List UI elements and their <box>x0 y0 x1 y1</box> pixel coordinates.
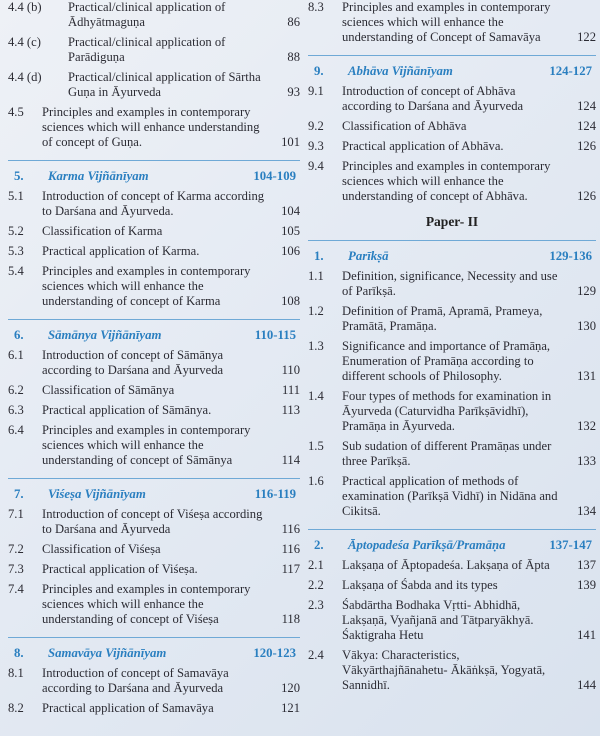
entry-text: Introduction of concept of Samavāya according to Darśana and Āyurveda <box>42 666 229 695</box>
toc-entry <box>308 84 596 114</box>
toc-entry <box>308 269 596 299</box>
toc-entry <box>308 0 596 45</box>
toc-entry <box>8 423 300 468</box>
entry-page-number: 113 <box>281 403 300 417</box>
entry-text: Sub sudation of different Pramāṇas under three Parīkṣā. <box>342 439 552 468</box>
section-page-range: 129-136 <box>549 249 592 263</box>
entry-text: Introduction of concept of Karma according to Darśana and Āyurveda. <box>42 189 265 218</box>
toc-entry <box>308 159 596 204</box>
toc-entry <box>308 339 596 384</box>
entry-number: 5.3 <box>8 244 24 258</box>
entry-number: 2.2 <box>308 578 324 592</box>
entry-text: Practical application of methods of examination (Parīkṣā Vidhī) in Nidāna and Cikitsā. <box>342 474 558 518</box>
toc-entry <box>8 701 300 716</box>
toc-entry <box>308 439 596 469</box>
entry-text: Principles and examples in contemporary sciences which will enhance the understanding of concept of Abhāva. <box>342 159 551 203</box>
toc-entry <box>308 598 596 643</box>
entry-number: 7.1 <box>8 507 24 521</box>
section-page-range: 116-119 <box>254 487 296 501</box>
entry-page-number: 111 <box>282 383 300 397</box>
entry-text: Principles and examples in contemporary sciences which will enhance the understanding of concept of Karma <box>42 264 251 308</box>
entry-text: Practical application of Viśeṣa. <box>42 562 198 576</box>
entry-page-number: 118 <box>281 612 300 626</box>
entry-number: 2.4 <box>308 648 324 662</box>
entry-number: 6.1 <box>8 348 24 362</box>
section-heading <box>308 240 596 265</box>
toc-entry <box>8 666 300 696</box>
section-heading <box>8 478 300 503</box>
section-number: 6. <box>14 328 24 342</box>
entry-page-number: 144 <box>577 678 596 692</box>
entry-number: 4.4 (c) <box>8 35 41 49</box>
section-title: Karma Vijñānīyam <box>48 169 149 183</box>
entry-page-number: 116 <box>281 542 300 556</box>
entry-number: 9.4 <box>308 159 324 173</box>
entry-text: Practical application of Samavāya <box>42 701 214 715</box>
entry-number: 2.3 <box>308 598 324 612</box>
section-title: Sāmānya Vijñānīyam <box>48 328 162 342</box>
toc-entry <box>8 403 300 418</box>
entry-page-number: 117 <box>281 562 300 576</box>
section-title: Viśeṣa Vijñānīyam <box>48 487 146 501</box>
section-number: 9. <box>314 64 324 78</box>
toc-entry <box>308 119 596 134</box>
entry-page-number: 116 <box>281 522 300 536</box>
entry-text: Principles and examples in contemporary sciences which will enhance the understanding of concept of Viśeṣa <box>42 582 251 626</box>
entry-number: 5.1 <box>8 189 24 203</box>
entry-number: 5.2 <box>8 224 24 238</box>
entry-number: 1.4 <box>308 389 324 403</box>
entry-page-number: 131 <box>577 369 596 383</box>
entry-page-number: 120 <box>281 681 300 695</box>
toc-entry <box>8 383 300 398</box>
section-page-range: 110-115 <box>254 328 296 342</box>
entry-page-number: 101 <box>281 135 300 149</box>
entry-page-number: 141 <box>577 628 596 642</box>
entry-number: 1.3 <box>308 339 324 353</box>
paper-heading: Paper- II <box>425 214 479 229</box>
entry-number: 6.2 <box>8 383 24 397</box>
section-heading <box>8 637 300 662</box>
toc-entry <box>308 558 596 573</box>
section-number: 8. <box>14 646 24 660</box>
entry-page-number: 130 <box>577 319 596 333</box>
entry-text: Introduction of concept of Abhāva according to Darśana and Āyurveda <box>342 84 524 113</box>
entry-page-number: 139 <box>577 578 596 592</box>
entry-number: 5.4 <box>8 264 24 278</box>
entry-text: Classification of Karma <box>42 224 163 238</box>
toc-entry <box>8 70 300 100</box>
section-number: 2. <box>314 538 324 552</box>
section-page-range: 124-127 <box>549 64 592 78</box>
entry-page-number: 88 <box>287 50 300 64</box>
entry-text: Significance and importance of Pramāṇa, Enumeration of Pramāṇa according to different schools of Philosophy. <box>342 339 551 383</box>
entry-page-number: 126 <box>577 139 596 153</box>
entry-text: Classification of Abhāva <box>342 119 467 133</box>
toc-entry <box>8 582 300 627</box>
toc-entry <box>308 304 596 334</box>
entry-number: 9.1 <box>308 84 324 98</box>
entry-page-number: 121 <box>281 701 300 715</box>
right-column <box>308 0 596 698</box>
entry-text: Introduction of concept of Sāmānya according to Darśana and Āyurveda <box>42 348 224 377</box>
entry-text: Lakṣaṇa of Śabda and its types <box>342 578 498 592</box>
entry-text: Classification of Viśeṣa <box>42 542 161 556</box>
entry-page-number: 104 <box>281 204 300 218</box>
entry-page-number: 124 <box>577 119 596 133</box>
entry-sub-letter: (d) <box>26 70 42 84</box>
entry-number: 8.3 <box>308 0 324 14</box>
entry-text: Practical/clinical application of Sārtha Guṇa in Āyurveda <box>68 70 261 99</box>
entry-text: Vākya: Characteristics, Vākyārthajñānahetu- Ākāṅkṣā, Yogyatā, Sannidhī. <box>342 648 546 692</box>
entry-text: Principles and examples in contemporary sciences which will enhance understanding of concept of Guṇa. <box>42 105 260 149</box>
entry-number: 1.5 <box>308 439 324 453</box>
entry-text: Practical application of Abhāva. <box>342 139 504 153</box>
entry-number: 4.4 (d) <box>8 70 42 84</box>
entry-page-number: 137 <box>577 558 596 572</box>
entry-page-number: 133 <box>577 454 596 468</box>
entry-text: Definition of Pramā, Apramā, Prameya, Pramātā, Pramāṇa. <box>342 304 543 333</box>
entry-page-number: 105 <box>281 224 300 238</box>
entry-number: 1.1 <box>308 269 324 283</box>
toc-entry <box>308 474 596 519</box>
toc-entry <box>308 139 596 154</box>
entry-number: 2.1 <box>308 558 324 572</box>
entry-number: 4.4 (b) <box>8 0 42 14</box>
section-number: 5. <box>14 169 24 183</box>
entry-text: Practical application of Karma. <box>42 244 200 258</box>
entry-sub-letter: (b) <box>26 0 42 14</box>
entry-number: 7.3 <box>8 562 24 576</box>
entry-text: Introduction of concept of Viśeṣa according to Darśana and Āyurveda <box>42 507 263 536</box>
toc-entry <box>8 224 300 239</box>
section-title: Abhāva Vijñānīyam <box>348 64 453 78</box>
entry-number: 9.2 <box>308 119 324 133</box>
toc-entry <box>308 578 596 593</box>
entry-page-number: 129 <box>577 284 596 298</box>
section-page-range: 104-109 <box>253 169 296 183</box>
left-column <box>8 0 300 721</box>
toc-entry <box>8 264 300 309</box>
toc-entry <box>308 648 596 693</box>
entry-text: Principles and examples in contemporary sciences which will enhance the understanding of Concept of Samavāya <box>342 0 551 44</box>
entry-text: Principles and examples in contemporary sciences which will enhance the understanding of concept of Sāmānya <box>42 423 251 467</box>
entry-page-number: 122 <box>577 30 596 44</box>
entry-page-number: 93 <box>287 85 300 99</box>
toc-entry <box>8 562 300 577</box>
section-number: 7. <box>14 487 24 501</box>
entry-text: Practical/clinical application of Parādiguṇa <box>68 35 226 64</box>
entry-number: 6.3 <box>8 403 24 417</box>
entry-page-number: 110 <box>281 363 300 377</box>
entry-page-number: 86 <box>287 15 300 29</box>
entry-sub-letter: (c) <box>26 35 41 49</box>
section-page-range: 120-123 <box>253 646 296 660</box>
entry-text: Lakṣaṇa of Āptopadeśa. Lakṣaṇa of Āpta <box>342 558 550 572</box>
entry-text: Śabdārtha Bodhaka Vṛtti- Abhidhā, Lakṣaṇā, Vyañjanā and Tātparyākhyā. Śaktigraha Hetu <box>342 598 534 642</box>
entry-page-number: 124 <box>577 99 596 113</box>
section-title: Āptopadeśa Parīkṣā/Pramāṇa <box>348 538 506 552</box>
section-heading <box>308 55 596 80</box>
section-page-range: 137-147 <box>549 538 592 552</box>
entry-page-number: 126 <box>577 189 596 203</box>
section-number: 1. <box>314 249 324 263</box>
entry-text: Definition, significance, Necessity and use of Parīkṣā. <box>342 269 558 298</box>
toc-entry <box>8 105 300 150</box>
section-heading <box>8 160 300 185</box>
entry-number: 1.6 <box>308 474 324 488</box>
section-heading <box>8 319 300 344</box>
entry-page-number: 134 <box>577 504 596 518</box>
entry-number: 7.4 <box>8 582 24 596</box>
toc-entry <box>8 35 300 65</box>
entry-text: Practical application of Sāmānya. <box>42 403 212 417</box>
entry-number: 9.3 <box>308 139 324 153</box>
toc-entry <box>8 0 300 30</box>
section-title: Parīkṣā <box>348 249 389 263</box>
entry-text: Four types of methods for examination in Āyurveda (Caturvidha Parīkṣāvidhī), Pramāṇa in Āyurveda. <box>342 389 552 433</box>
entry-number: 6.4 <box>8 423 24 437</box>
entry-number: 7.2 <box>8 542 24 556</box>
entry-number: 1.2 <box>308 304 324 318</box>
entry-number: 8.2 <box>8 701 24 715</box>
toc-entry <box>8 189 300 219</box>
toc-entry <box>308 389 596 434</box>
toc-entry <box>8 507 300 537</box>
entry-page-number: 106 <box>281 244 300 258</box>
section-title: Samavāya Vijñānīyam <box>48 646 167 660</box>
section-heading <box>308 529 596 554</box>
entry-page-number: 114 <box>281 453 300 467</box>
entry-text: Classification of Sāmānya <box>42 383 175 397</box>
entry-page-number: 108 <box>281 294 300 308</box>
toc-entry <box>8 542 300 557</box>
entry-number: 4.5 <box>8 105 24 119</box>
entry-number: 8.1 <box>8 666 24 680</box>
toc-entry <box>8 244 300 259</box>
entry-text: Practical/clinical application of Ādhyātmaguṇa <box>68 0 226 29</box>
toc-entry <box>8 348 300 378</box>
entry-page-number: 132 <box>577 419 596 433</box>
